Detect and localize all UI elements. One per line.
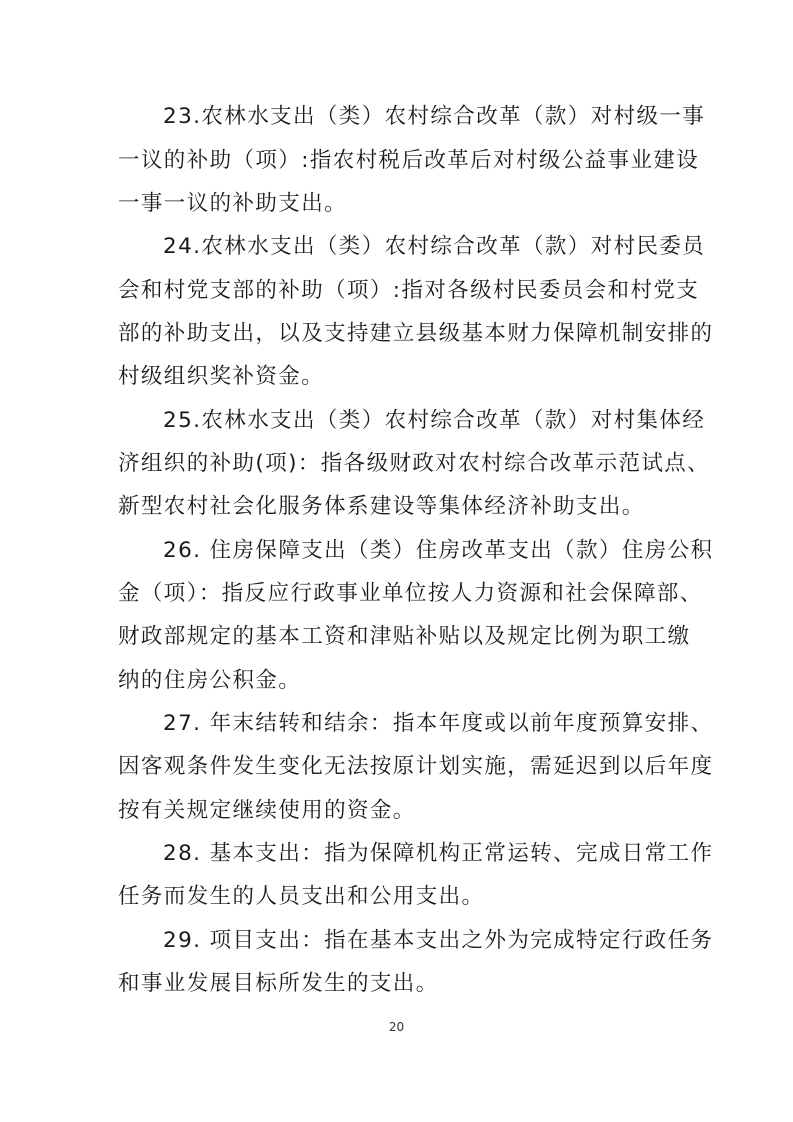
paragraph-23-line-1: 23.农林水支出（类）农村综合改革（款）对村级一事 — [163, 104, 706, 129]
paragraph-26-line-2: 金（项）：指反应行政事业单位按人力资源和社会保障部、 — [118, 581, 703, 606]
paragraph-24-line-2: 会和村党支部的补助（项）:指对各级村民委员会和村党支 — [118, 278, 700, 303]
paragraph-27-line-1: 27. 年末结转和结余：指本年度或以前年度预算安排、 — [163, 711, 714, 736]
paragraph-24-line-1: 24.农林水支出（类）农村综合改革（款）对村民委员 — [163, 234, 706, 259]
paragraph-26-line-1: 26. 住房保障支出（类）住房改革支出（款）住房公积 — [163, 538, 714, 563]
paragraph-29-line-2: 和事业发展目标所发生的支出。 — [118, 971, 439, 996]
paragraph-29-line-1: 29. 项目支出：指在基本支出之外为完成特定行政任务 — [163, 928, 714, 953]
paragraph-27-line-2: 因客观条件发生变化无法按原计划实施，需延迟到以后年度 — [118, 754, 714, 779]
paragraph-23-line-2: 一议的补助（项）:指农村税后改革后对村级公益事业建设 — [118, 148, 700, 173]
paragraph-27-line-3: 按有关规定继续使用的资金。 — [118, 798, 416, 823]
paragraph-23-line-3: 一事一议的补助支出。 — [118, 191, 348, 216]
paragraph-24-line-3: 部的补助支出，以及支持建立县级基本财力保障机制安排的 — [118, 321, 714, 346]
paragraph-25-line-2: 济组织的补助(项)：指各级财政对农村综合改革示范试点、 — [118, 451, 711, 476]
paragraph-25-line-3: 新型农村社会化服务体系建设等集体经济补助支出。 — [118, 494, 645, 519]
page-number: 20 — [388, 1020, 405, 1034]
paragraph-26-line-4: 纳的住房公积金。 — [118, 668, 302, 693]
paragraph-25-line-1: 25.农林水支出（类）农村综合改革（款）对村集体经 — [163, 408, 706, 433]
paragraph-26-line-3: 财政部规定的基本工资和津贴补贴以及规定比例为职工缴 — [118, 624, 691, 649]
paragraph-28-line-1: 28. 基本支出：指为保障机构正常运转、完成日常工作 — [163, 841, 714, 866]
paragraph-24-line-4: 村级组织奖补资金。 — [118, 364, 325, 389]
paragraph-28-line-2: 任务而发生的人员支出和公用支出。 — [118, 884, 485, 909]
